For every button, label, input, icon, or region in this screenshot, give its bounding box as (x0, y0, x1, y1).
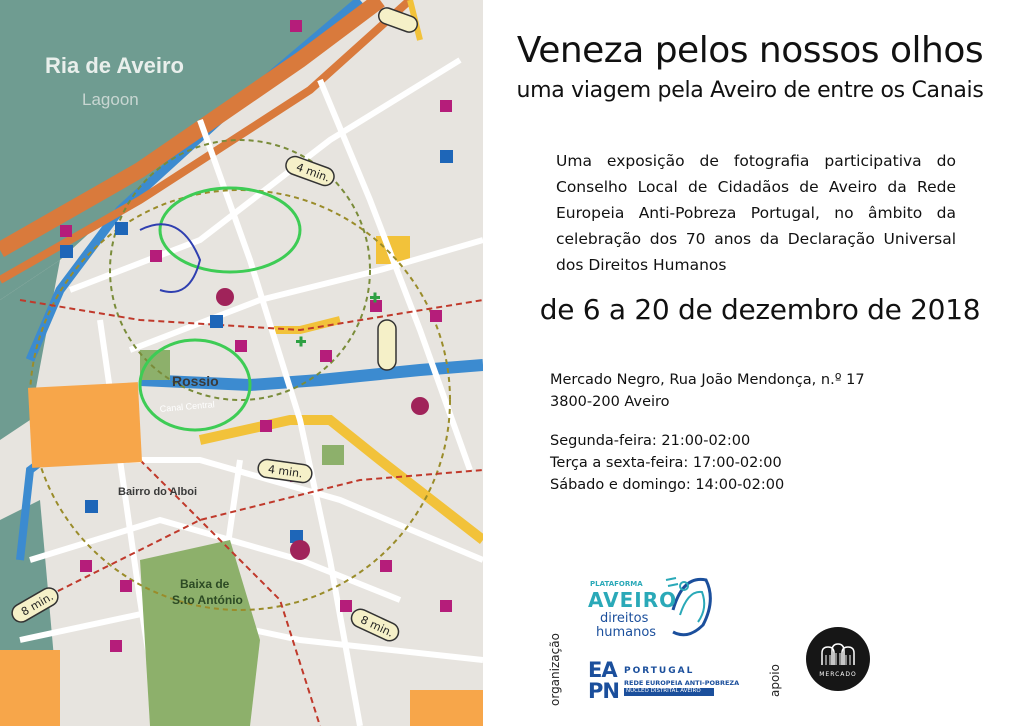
map-photo (0, 0, 483, 726)
map-place-baixa-1: Baixa de (180, 577, 230, 591)
eapn-logo (588, 658, 740, 710)
mercado-logo-text: MERCADO (819, 671, 857, 678)
eapn-line1: PORTUGAL (624, 666, 695, 676)
platform-logo-line2: direitos (600, 611, 649, 626)
platform-logo-line3: humanos (596, 625, 657, 640)
mercado-arches-icon (806, 627, 870, 691)
address-line-1: Mercado Negro, Rua João Mendonça, n.º 17 (550, 372, 865, 388)
hours-line-2: Terça a sexta-feira: 17:00-02:00 (550, 455, 782, 471)
page-title: Veneza pelos nossos olhos (516, 30, 984, 71)
time-badge-3: 4 min. (267, 462, 304, 481)
eapn-mark (588, 658, 620, 703)
map-region-subtitle: Lagoon (82, 90, 139, 109)
address-block (550, 369, 865, 413)
page-subtitle: uma viagem pela Aveiro de entre os Canais (516, 78, 984, 103)
platform-aveiro-logo (588, 570, 718, 650)
map-place-rossio: Rossio (172, 373, 219, 389)
map-place-bairro: Bairro do Alboi (118, 486, 198, 498)
eapn-line2: REDE EUROPEIA ANTI-POBREZA (624, 679, 740, 687)
hours-line-1: Segunda-feira: 21:00-02:00 (550, 433, 751, 449)
hours-line-3: Sábado e domingo: 14:00-02:00 (550, 477, 785, 493)
map-region-title: Ria de Aveiro (45, 53, 184, 78)
map-place-baixa-2: S.to António (172, 593, 243, 607)
opening-hours (550, 430, 784, 496)
support-label: apoio (768, 664, 782, 697)
eapn-letters: EA PN (588, 658, 619, 703)
platform-logo-main: AVEIRO (588, 588, 678, 612)
map-place-canal: Canal Central (159, 399, 215, 414)
exhibition-dates: de 6 a 20 de dezembro de 2018 (539, 293, 981, 326)
platform-logo-small: PLATAFORMA (590, 580, 643, 588)
time-badge-1: 4 min. (294, 160, 332, 185)
mercado-logo (806, 627, 870, 691)
address-line-2: 3800-200 Aveiro (550, 394, 670, 410)
time-badge-4: 8 min. (19, 589, 56, 619)
description: Uma exposição de fotografia participativa do Conselho Local de Cidadãos de Aveiro da Rede Europeia Anti-Pobreza Portugal, no âmbito da celebração dos 70 anos da Declaração Universal dos Direitos Humanos (556, 152, 956, 274)
organization-label: organização (548, 633, 562, 706)
time-badge-5: 8 min. (358, 613, 396, 640)
eapn-line3: NÚCLEO DISTRITAL AVEIRO (626, 688, 701, 694)
